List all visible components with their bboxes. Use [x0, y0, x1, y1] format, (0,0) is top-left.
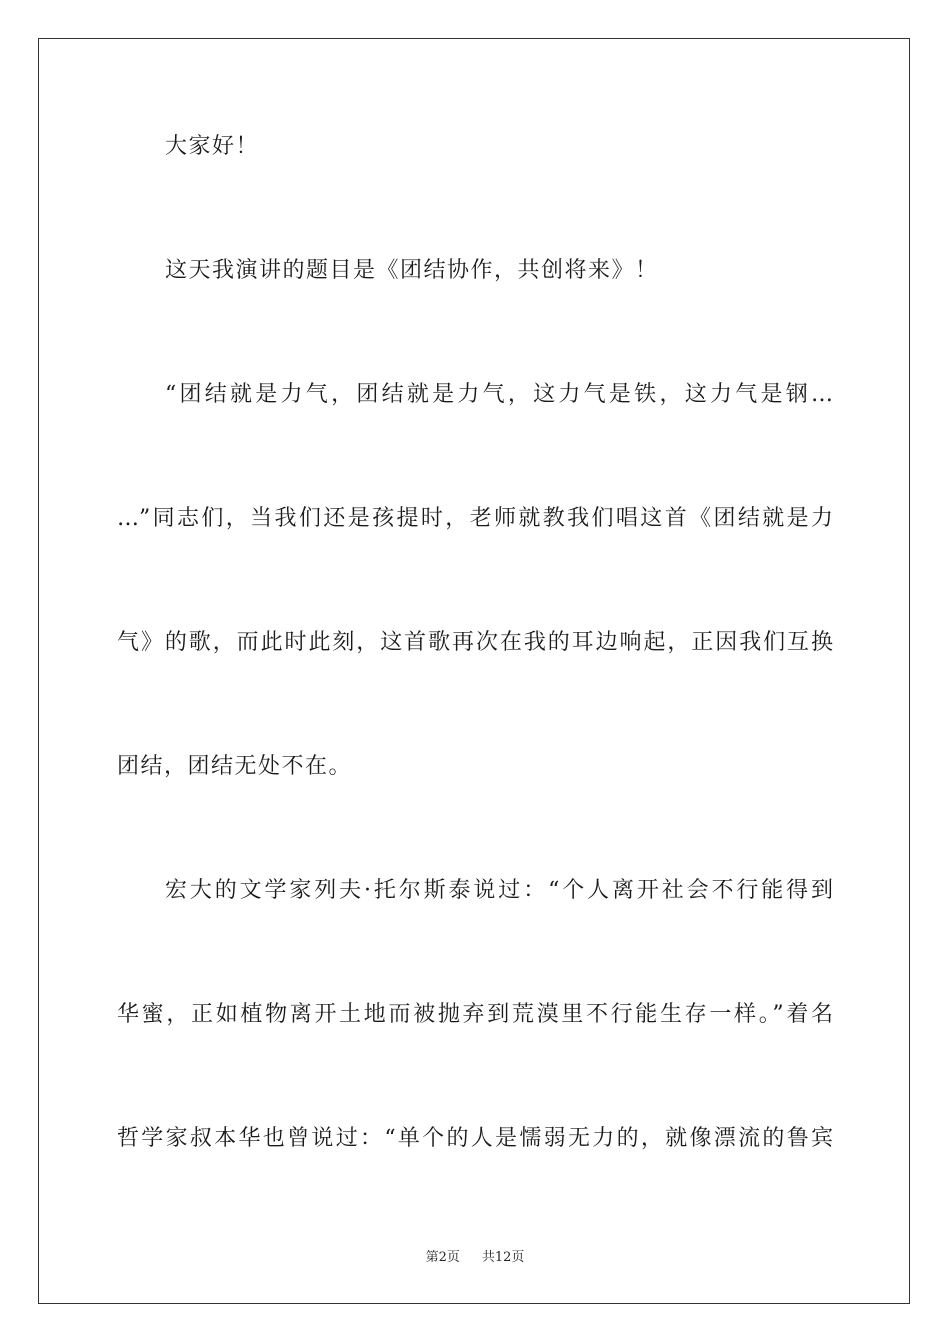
paragraph-song-line-3: 气》的歌，而此时此刻，这首歌再次在我的耳边响起，正因我们互换 — [117, 630, 833, 655]
paragraph-quote-line-1: 宏大的文学家列夫·托尔斯泰说过：“个人离开社会不行能得到 — [165, 878, 833, 903]
paragraph-song-line-1: “团结就是力气，团结就是力气，这力气是铁，这力气是钢… — [165, 382, 833, 407]
paragraph-greeting: 大家好！ — [165, 134, 260, 159]
page-number: 第2页 — [425, 1250, 460, 1265]
paragraph-topic: 这天我演讲的题目是《团结协作，共创将来》！ — [165, 258, 659, 283]
paragraph-quote-line-3: 哲学家叔本华也曾说过：“单个的人是懦弱无力的，就像漂流的鲁宾 — [117, 1126, 833, 1151]
paragraph-song-line-2: …”同志们，当我们还是孩提时，老师就教我们唱这首《团结就是力 — [117, 506, 833, 531]
paragraph-quote-line-2: 华蜜，正如植物离开土地而被抛弃到荒漠里不行能生存一样。”着名 — [117, 1002, 833, 1027]
paragraph-song-line-4: 团结，团结无处不在。 — [117, 754, 353, 779]
page-footer — [0, 1246, 950, 1265]
page-total: 共12页 — [481, 1250, 525, 1265]
document-body — [117, 115, 833, 1170]
